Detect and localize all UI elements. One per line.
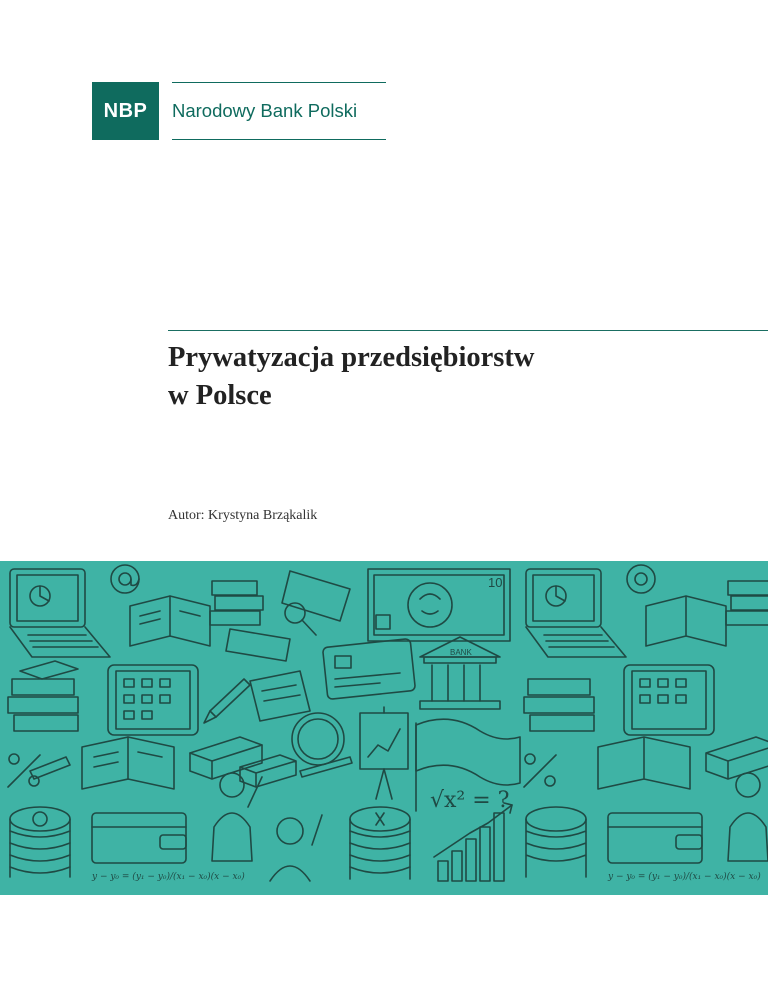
nbp-logo [92,82,386,140]
coin-icon [292,713,344,765]
banknote-value: 10 [488,575,503,590]
logo-abbrev: NBP [92,82,159,140]
wallet-icon [92,813,186,863]
title-line-2: w Polsce [168,380,272,411]
laptop-icon [10,569,110,657]
credit-card-icon [323,639,416,700]
title-rule [168,330,768,331]
line-formula-left: y − y₀ = (y₁ − y₀)/(x₁ − x₀)(x − x₀) [92,872,245,882]
author-line: Autor: Krystyna Brząkalik [168,508,318,523]
logo-rule-bottom [172,139,386,140]
line-formula-right: y − y₀ = (y₁ − y₀)/(x₁ − x₀)(x − x₀) [608,872,761,882]
logo-rule-top [172,82,386,83]
document-title [168,339,728,415]
percent-icon [8,754,70,787]
book-stack-icon [8,661,78,731]
at-sign-icon [111,565,139,593]
bank-label: BANK [450,648,472,657]
coin-stack-icon [350,807,410,879]
illustration-banner [0,561,768,895]
tablet-icon [108,665,198,735]
chart-board-icon [360,707,408,799]
coin-stack-icon [10,807,70,877]
tablet-icon [624,665,714,735]
repeat-pattern-right [524,565,768,877]
laptop-icon [526,569,626,657]
open-book-icon [82,737,174,789]
person-icon [212,773,322,881]
book-icon [130,571,350,661]
sqrt-formula: √x² = ? [430,788,510,813]
logo-name: Narodowy Bank Polski [172,100,358,121]
bar-growth-icon [434,803,512,881]
paper-note-icon [250,671,310,721]
title-line-1: Prywatyzacja przedsiębiorstw [168,342,535,373]
